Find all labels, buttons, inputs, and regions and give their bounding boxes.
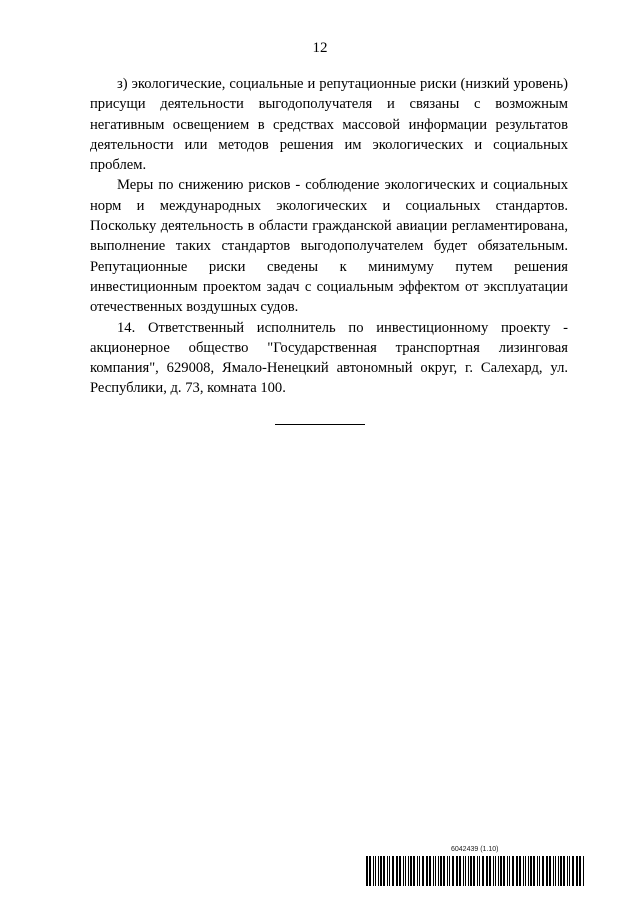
barcode-icon — [366, 856, 587, 886]
barcode-bar — [387, 856, 388, 886]
barcode-bar — [503, 856, 505, 886]
paragraph-marker: з) — [117, 76, 128, 92]
end-of-document-rule — [275, 424, 365, 425]
barcode-bar — [463, 856, 464, 886]
barcode-bar — [429, 856, 431, 886]
barcode-bar — [523, 856, 524, 886]
barcode-bar — [583, 856, 584, 886]
barcode-bar — [569, 856, 570, 886]
barcode-bar — [528, 856, 529, 886]
barcode-bar — [389, 856, 390, 886]
barcode-bar — [509, 856, 510, 886]
barcode-bar — [576, 856, 578, 886]
barcode-bar — [413, 856, 415, 886]
barcode-bar — [375, 856, 376, 886]
paragraph-text: экологические, социальные и репутационные риски (низкий уровень) присущи деятельности выгодополучателя и связаны с возможным негативным освещением в средствах массовой информации результатов деятельности или методов решения им экологических и социальных проблем. — [90, 76, 568, 174]
barcode-bar — [419, 856, 420, 886]
barcode-bar — [383, 856, 385, 886]
barcode-bar — [426, 856, 428, 886]
barcode-label: 6042439 (1.10) — [451, 846, 499, 853]
barcode-bar — [465, 856, 466, 886]
barcode-bar — [558, 856, 559, 886]
paragraph-marker: 14. — [117, 319, 136, 336]
paragraph-mitigation — [90, 175, 568, 317]
barcode-bar — [435, 856, 436, 886]
page-number: 12 — [312, 40, 328, 56]
paragraph-text: Ответственный исполнитель по инвестиционному проекту - акционерное общество "Государственная транспортная лизинговая компания", 629008, Ямало-Ненецкий автономный округ, г. Салехард, ул. Республики, д. 73, комната 100. — [90, 319, 568, 397]
barcode-bar — [369, 856, 371, 886]
barcode-bar — [366, 856, 368, 886]
paragraph-text: Меры по снижению рисков - соблюдение экологических и социальных норм и международных экологических и социальных стандартов. Поскольку деятельность в области гражданской авиации регламентирована, выполнение таких стандартов выгодополучателем будет обязательным. Репутационные риски сведены к минимуму путем решения инвестиционным проектом задач с социальным эффектом от эксплуатации отечественных воздушных судов. — [90, 177, 568, 316]
barcode-bar — [459, 856, 461, 886]
barcode-bar — [378, 856, 379, 886]
barcode-bar — [525, 856, 526, 886]
barcode-bar — [507, 856, 508, 886]
barcode-bar — [572, 856, 574, 886]
barcode-bar — [380, 856, 382, 886]
barcode-bar — [549, 856, 551, 886]
barcode-bar — [495, 856, 496, 886]
barcode-bar — [482, 856, 484, 886]
barcode-bar — [489, 856, 491, 886]
barcode-bar — [493, 856, 494, 886]
barcode-bar — [452, 856, 454, 886]
barcode-bar — [417, 856, 418, 886]
barcode-bar — [449, 856, 450, 886]
barcode-bar — [410, 856, 412, 886]
barcode-bar — [546, 856, 548, 886]
barcode-bar — [422, 856, 424, 886]
paragraph-item-14 — [90, 318, 568, 399]
barcode-bar — [399, 856, 401, 886]
barcode-bar — [473, 856, 475, 886]
barcode-bar — [579, 856, 581, 886]
barcode-bar — [443, 856, 445, 886]
barcode-bar — [373, 856, 374, 886]
barcode-bar — [396, 856, 398, 886]
barcode-bar — [533, 856, 535, 886]
barcode-bar — [403, 856, 404, 886]
body-text — [90, 74, 568, 399]
barcode-bar — [405, 856, 406, 886]
barcode-bar — [438, 856, 439, 886]
barcode-bar — [553, 856, 554, 886]
barcode-bar — [456, 856, 458, 886]
paragraph-risk-z — [90, 74, 568, 175]
barcode-bar — [392, 856, 394, 886]
barcode-bar — [539, 856, 540, 886]
barcode-bar — [470, 856, 472, 886]
barcode-bar — [500, 856, 502, 886]
barcode-bar — [433, 856, 434, 886]
barcode-bar — [555, 856, 556, 886]
barcode-bar — [408, 856, 409, 886]
barcode-bar — [447, 856, 448, 886]
barcode-bar — [479, 856, 480, 886]
barcode-bar — [486, 856, 488, 886]
barcode-bar — [516, 856, 518, 886]
barcode-bar — [563, 856, 565, 886]
barcode-bar — [567, 856, 568, 886]
barcode-bar — [468, 856, 469, 886]
barcode-bar — [530, 856, 532, 886]
barcode-bar — [560, 856, 562, 886]
barcode-bar — [440, 856, 442, 886]
barcode-bar — [542, 856, 544, 886]
barcode-bar — [537, 856, 538, 886]
barcode-bar — [512, 856, 514, 886]
barcode-bar — [477, 856, 478, 886]
barcode-bar — [519, 856, 521, 886]
barcode-bar — [498, 856, 499, 886]
